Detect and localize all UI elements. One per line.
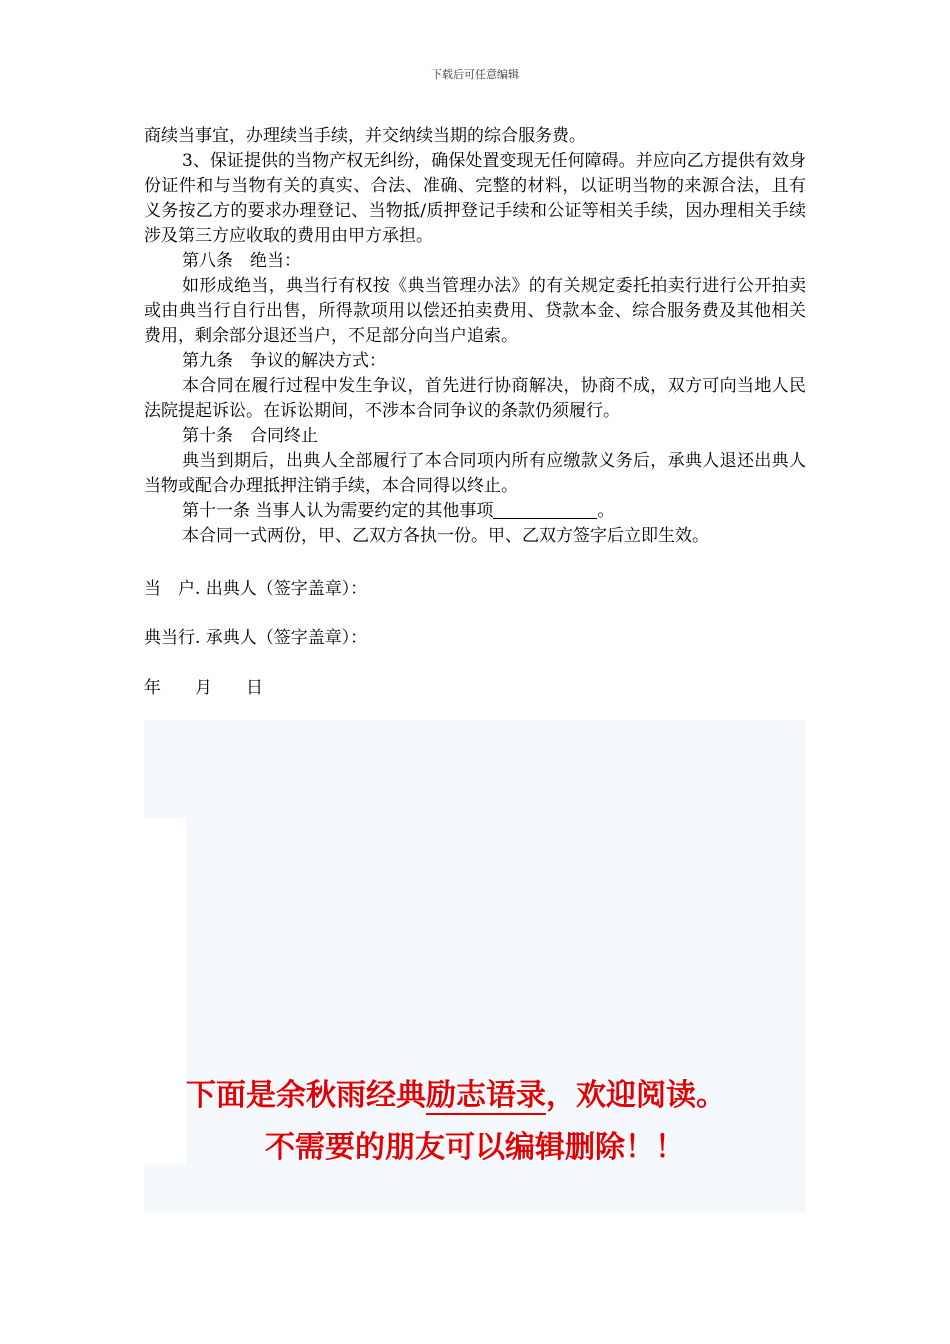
article-10-text: 典当到期后，出典人全部履行了本合同项内所有应缴款义务后，承典人退还出典人当物或配合办理抵押注销手续，本合同得以终止。 — [144, 451, 806, 496]
pawnshop-signature-line: 典当行. 承典人（签字盖章）： — [144, 628, 368, 648]
promo-underlined-text: 励志语录 — [426, 1078, 546, 1113]
pawner-signature-line: 当 户. 出典人（签字盖章）： — [144, 579, 368, 599]
article-11-text: 第十一条 当事人认为需要约定的其他事项 — [182, 501, 494, 521]
article-11-line — [144, 499, 806, 524]
article-10-heading: 第十条 合同终止 — [182, 426, 318, 446]
article-9-text: 本合同在履行过程中发生争议，首先进行协商解决，协商不成，双方可向当地人民法院提起诉讼。在诉讼期间，不涉本合同争议的条款仍须履行。 — [144, 376, 806, 421]
promo-panel-notch — [144, 818, 186, 1164]
paragraph-clause-3: 3、保证提供的当物产权无纠纷，确保处置变现无任何障碍。并应向乙方提供有效身份证件和与当物有关的真实、合法、准确、完整的材料，以证明当物的来源合法，且有义务按乙方的要求办理登记、当物抵/质押登记手续和公证等相关手续，因办理相关手续涉及第三方应收取的费用由甲方承担。 — [144, 151, 806, 246]
promo-line-1 — [186, 1070, 746, 1114]
article-9-heading: 第九条 争议的解决方式： — [182, 351, 386, 371]
article-8-heading: 第八条 绝当： — [182, 251, 301, 271]
fill-in-blank[interactable] — [493, 500, 597, 519]
page-header: 下载后可任意编辑 — [431, 68, 519, 81]
promo-text-c: ，欢迎阅读。 — [546, 1078, 726, 1113]
promo-line-2: 不需要的朋友可以编辑删除！！ — [265, 1130, 685, 1165]
paragraph-continuation: 商续当事宜，办理续当手续，并交纳续当期的综合服务费。 — [144, 126, 586, 146]
contract-body — [144, 124, 806, 549]
article-8-text: 如形成绝当，典当行有权按《典当管理办法》的有关规定委托拍卖行进行公开拍卖或由典当行自行出售，所得款项用以偿还拍卖费用、贷款本金、综合服务费及其他相关费用，剩余部分退还当户，不足部分向当户追索。 — [144, 276, 806, 346]
article-11-period: 。 — [597, 501, 615, 521]
copies-clause: 本合同一式两份，甲、乙双方各执一份。甲、乙双方签字后立即生效。 — [182, 526, 709, 546]
date-line: 年 月 日 — [144, 678, 263, 698]
promo-text-a: 下面是余秋雨经典 — [186, 1078, 426, 1113]
